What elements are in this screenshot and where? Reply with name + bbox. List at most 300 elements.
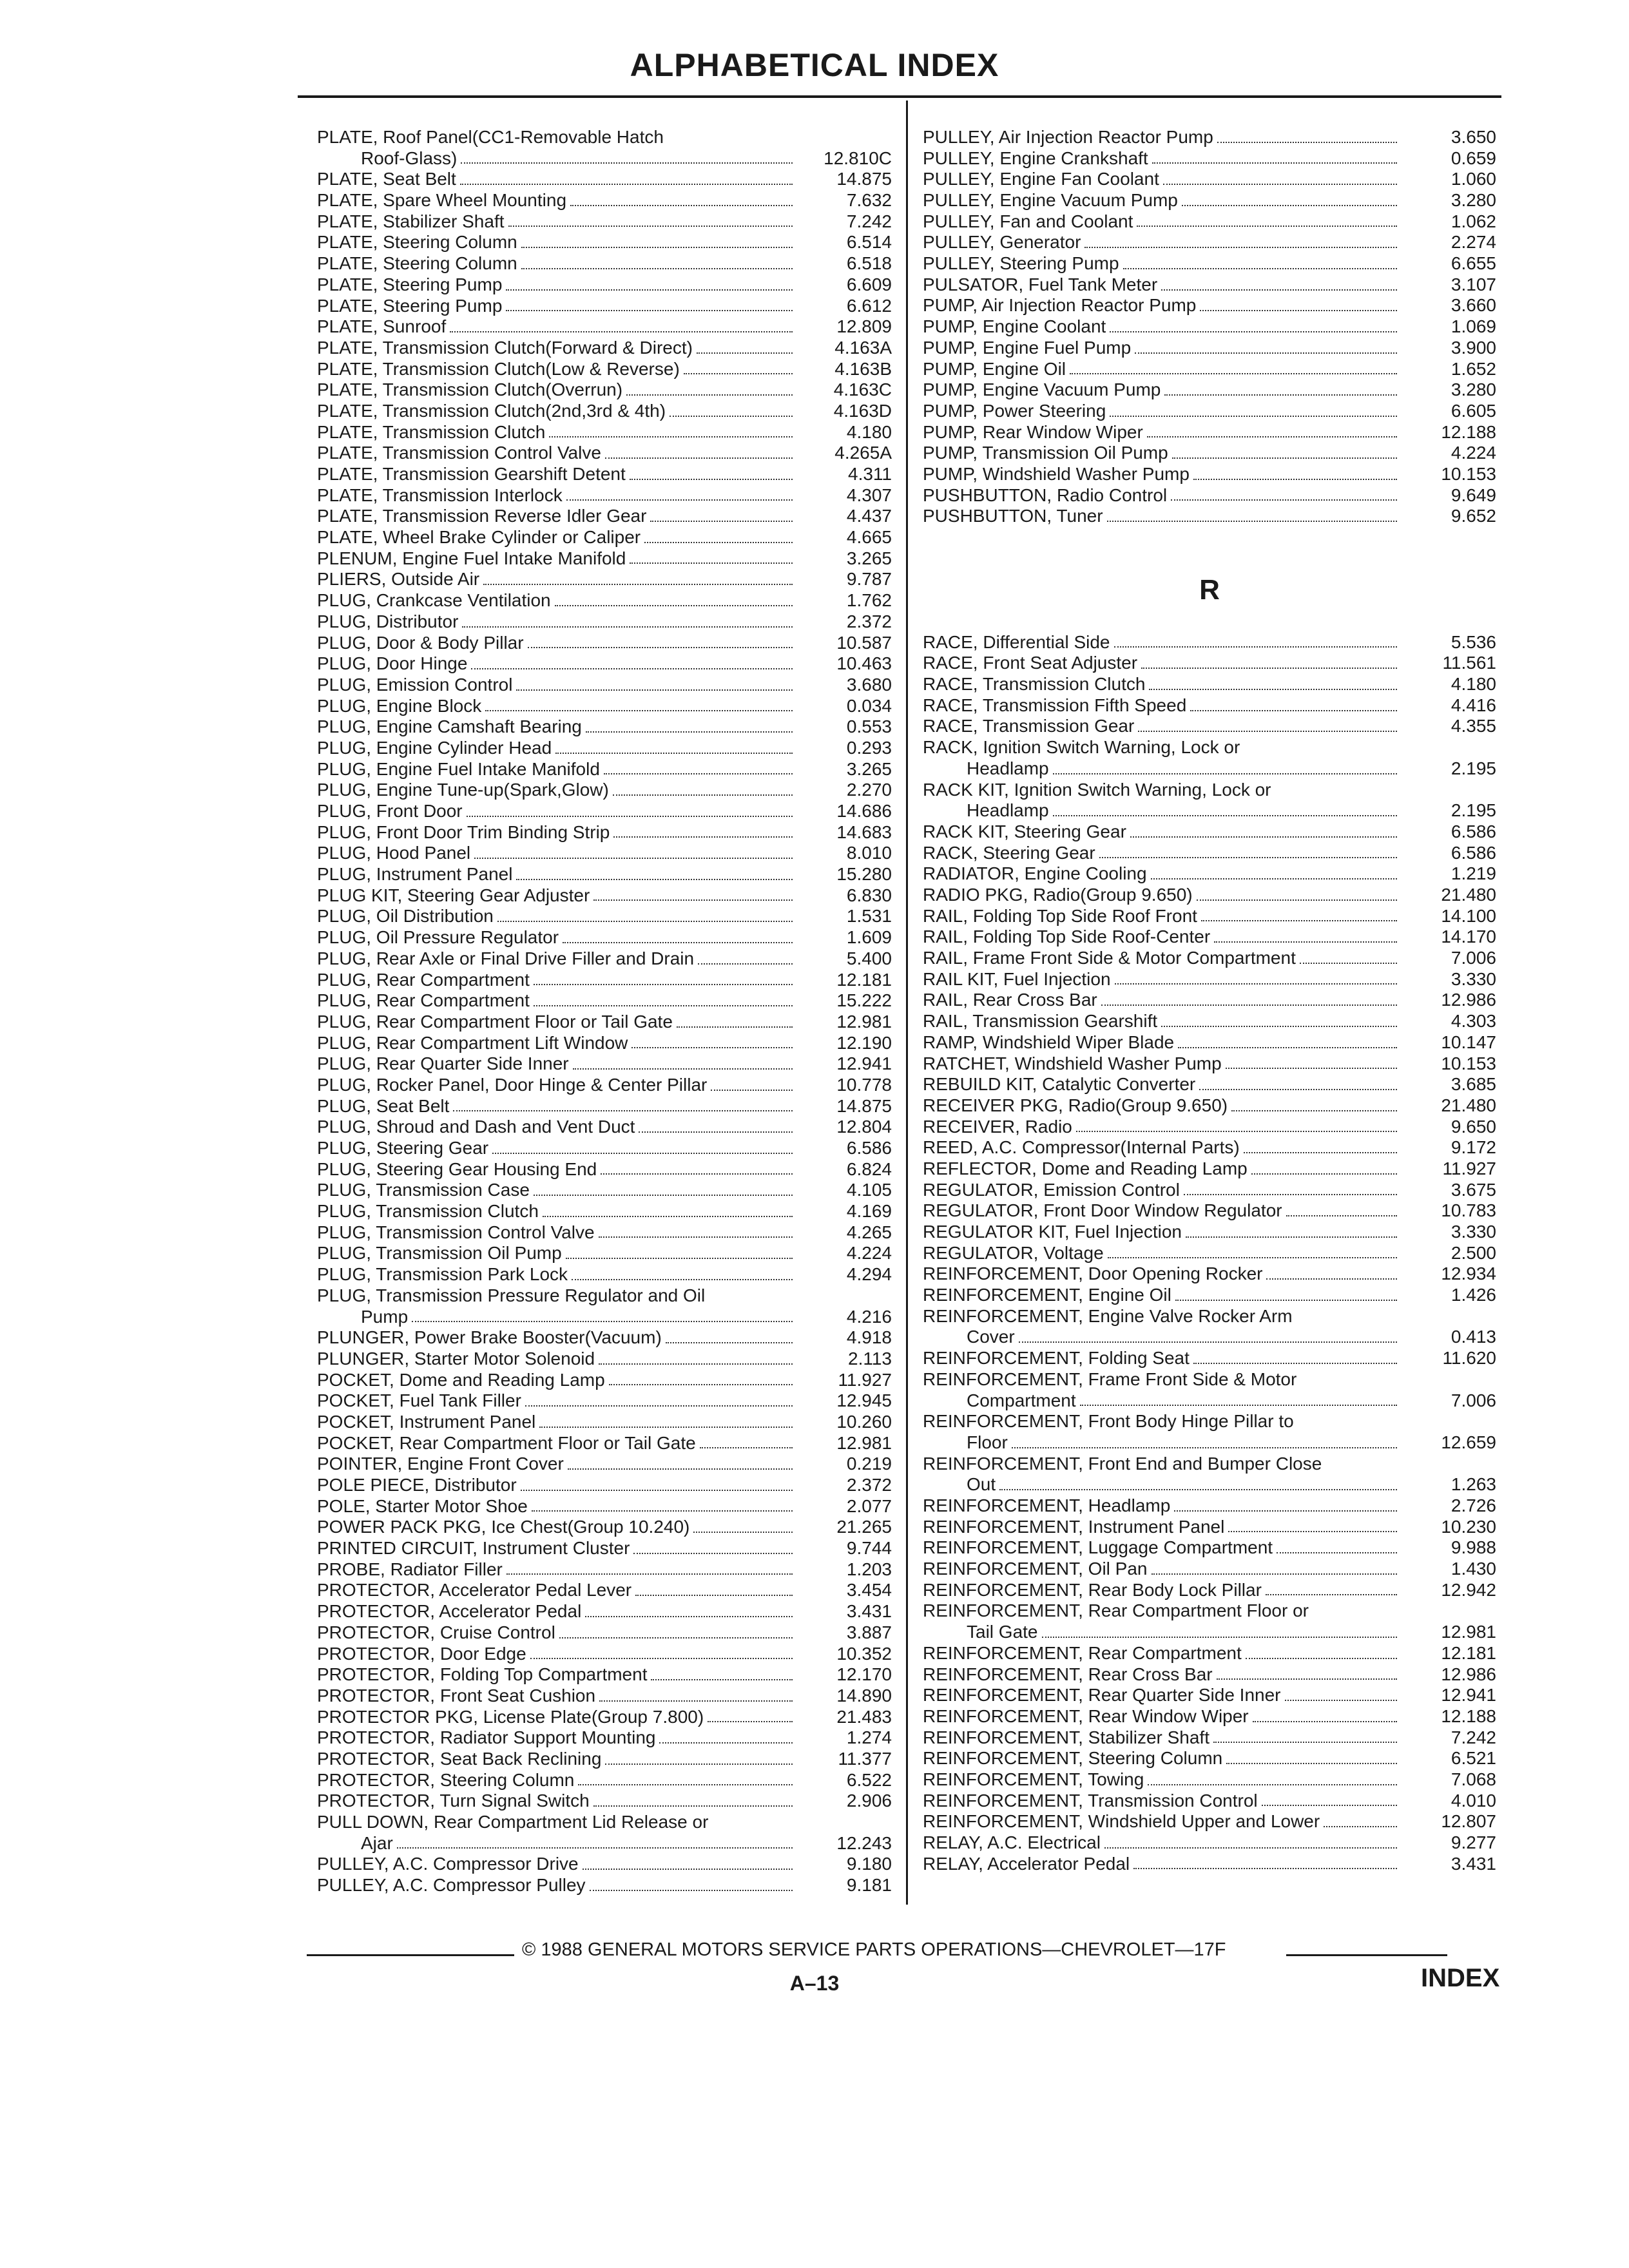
- entry-name: PLUG, Steering Gear Housing End: [317, 1158, 597, 1179]
- entry-page-ref: 1.426: [1451, 1285, 1496, 1305]
- entry-name: Headlamp: [967, 800, 1049, 821]
- dot-leader: [1253, 1721, 1397, 1722]
- dot-leader: [1163, 184, 1397, 185]
- entry-name: RAMP, Windshield Wiper Blade: [923, 1032, 1175, 1052]
- entry-page-ref: 6.586: [846, 1138, 892, 1158]
- dot-leader: [462, 626, 793, 628]
- entry-page-ref: 3.660: [1451, 295, 1496, 316]
- dot-leader: [543, 1216, 793, 1217]
- entry-page-ref: 12.981: [1441, 1622, 1496, 1642]
- index-entry: [923, 969, 1496, 990]
- entry-name: RACK KIT, Steering Gear: [923, 821, 1126, 841]
- entry-page-ref: 6.586: [1451, 821, 1496, 841]
- index-entry: [923, 1559, 1496, 1580]
- dot-leader: [1182, 205, 1397, 206]
- entry-name: PLUG, Rear Compartment: [317, 969, 530, 990]
- entry-name: PLUG, Transmission Clutch: [317, 1201, 539, 1222]
- entry-name: REINFORCEMENT, Rear Compartment: [923, 1642, 1242, 1663]
- entry-name: PLATE, Steering Column: [317, 232, 517, 253]
- index-entry: [923, 464, 1496, 485]
- dot-leader: [521, 247, 793, 248]
- entry-name: RACE, Transmission Fifth Speed: [923, 695, 1187, 715]
- entry-name: PLATE, Transmission Control Valve: [317, 443, 601, 463]
- dot-leader: [651, 1679, 793, 1680]
- index-entry: [317, 1580, 892, 1601]
- index-entry: [923, 1074, 1496, 1095]
- entry-page-ref: 14.890: [836, 1685, 892, 1706]
- index-entry: [923, 1811, 1496, 1832]
- dot-leader: [1114, 646, 1398, 648]
- dot-leader: [1171, 499, 1397, 501]
- index-entry: [317, 885, 892, 907]
- entry-page-ref: 12.804: [836, 1117, 892, 1137]
- entry-name: PLUG, Transmission Case: [317, 1180, 530, 1200]
- section-label: INDEX: [1421, 1964, 1500, 1992]
- dot-leader: [453, 1110, 793, 1111]
- entry-page-ref: 12.981: [836, 1432, 892, 1453]
- dot-leader: [631, 1047, 793, 1048]
- entry-name: PLUG, Transmission Control Valve: [317, 1222, 595, 1242]
- entry-name: PROTECTOR, Folding Top Compartment: [317, 1664, 648, 1685]
- dot-leader: [497, 921, 793, 922]
- entry-name: REINFORCEMENT, Rear Cross Bar: [923, 1664, 1213, 1684]
- index-entry: [923, 1411, 1496, 1453]
- entry-name: RAIL, Frame Front Side & Motor Compartment: [923, 948, 1296, 968]
- entry-page-ref: 4.294: [846, 1264, 892, 1285]
- entry-name: PRINTED CIRCUIT, Instrument Cluster: [317, 1538, 630, 1559]
- dot-leader: [559, 1637, 793, 1639]
- dot-leader: [1277, 1552, 1397, 1553]
- index-entry: [317, 1454, 892, 1475]
- index-entry: [317, 1559, 892, 1581]
- page-number: A–13: [789, 1972, 840, 1995]
- index-entry: [317, 506, 892, 527]
- dot-leader: [635, 1595, 793, 1596]
- entry-name: PLATE, Wheel Brake Cylinder or Caliper: [317, 527, 641, 548]
- dot-leader: [1266, 1594, 1397, 1595]
- entry-page-ref: 4.216: [846, 1306, 892, 1327]
- dot-leader: [555, 753, 793, 754]
- entry-page-ref: 3.431: [1451, 1853, 1496, 1874]
- dot-leader: [534, 1195, 793, 1196]
- dot-leader: [1246, 1658, 1397, 1659]
- index-entry: [317, 843, 892, 864]
- dot-leader: [1251, 1173, 1397, 1175]
- index-entry: [923, 1832, 1496, 1854]
- right-index-column: [923, 127, 1496, 1874]
- dot-leader: [492, 1153, 793, 1154]
- entry-page-ref: 6.522: [846, 1769, 892, 1790]
- dot-leader: [698, 963, 793, 965]
- index-entry: [923, 1348, 1496, 1369]
- dot-leader: [599, 1700, 793, 1702]
- dot-leader: [1231, 1110, 1397, 1111]
- entry-page-ref: 5.400: [846, 948, 892, 968]
- index-entry: [317, 1875, 892, 1896]
- index-entry: [923, 1454, 1496, 1495]
- entry-name: RAIL, Transmission Gearshift: [923, 1011, 1158, 1032]
- entry-name: REINFORCEMENT, Folding Seat: [923, 1348, 1190, 1369]
- dot-leader: [599, 1363, 793, 1365]
- entry-page-ref: 4.265: [846, 1222, 892, 1242]
- entry-name: PROTECTOR, Front Seat Cushion: [317, 1685, 596, 1706]
- entry-page-ref: 9.649: [1451, 485, 1496, 505]
- entry-name: Floor: [967, 1432, 1008, 1452]
- index-entry: [317, 1075, 892, 1096]
- index-entry: [317, 1644, 892, 1665]
- index-entry: [923, 990, 1496, 1011]
- entry-page-ref: 4.303: [1451, 1011, 1496, 1032]
- index-entry: [317, 1496, 892, 1517]
- index-entry: [923, 359, 1496, 380]
- entry-name: PLUG, Engine Cylinder Head: [317, 737, 552, 758]
- entry-name: PUMP, Transmission Oil Pump: [923, 443, 1168, 463]
- index-entry: [923, 843, 1496, 864]
- index-entry: [317, 1412, 892, 1433]
- index-entry: [317, 1370, 892, 1391]
- index-entry: [317, 274, 892, 296]
- entry-page-ref: 9.277: [1451, 1832, 1496, 1853]
- index-entry: [923, 148, 1496, 169]
- entry-page-ref: 4.163A: [834, 337, 892, 358]
- entry-page-ref: 12.934: [1441, 1264, 1496, 1284]
- index-entry: [923, 232, 1496, 253]
- index-entry: [317, 1622, 892, 1644]
- entry-page-ref: 6.521: [1451, 1748, 1496, 1769]
- entry-page-ref: 21.265: [836, 1517, 892, 1537]
- entry-page-ref: 0.553: [846, 716, 892, 737]
- dot-leader: [639, 1131, 793, 1133]
- entry-name: PLATE, Stabilizer Shaft: [317, 211, 505, 231]
- entry-name: REGULATOR KIT, Fuel Injection: [923, 1222, 1182, 1242]
- dot-leader: [1161, 1026, 1397, 1027]
- entry-name: Pump: [361, 1306, 409, 1327]
- entry-name: PLATE, Sunroof: [317, 316, 447, 337]
- index-entry: [923, 1664, 1496, 1686]
- entry-page-ref: 2.077: [846, 1495, 892, 1516]
- entry-page-ref: 3.650: [1451, 126, 1496, 147]
- entry-page-ref: 9.988: [1451, 1537, 1496, 1558]
- entry-page-ref: 4.163D: [833, 400, 892, 421]
- index-entry: [923, 1369, 1496, 1411]
- entry-name: PROTECTOR, Seat Back Reclining: [317, 1748, 602, 1769]
- entry-page-ref: 4.224: [846, 1243, 892, 1264]
- entry-name: POWER PACK PKG, Ice Chest(Group 10.240): [317, 1517, 690, 1537]
- index-entry: [317, 1791, 892, 1812]
- entry-name: PLUG, Shroud and Dash and Vent Duct: [317, 1117, 635, 1137]
- entry-name: PROTECTOR, Steering Column: [317, 1769, 575, 1790]
- dot-leader: [521, 1490, 793, 1491]
- entry-name: REGULATOR, Front Door Window Regulator: [923, 1200, 1282, 1221]
- entry-page-ref: 4.105: [846, 1180, 892, 1200]
- index-entry: [317, 1033, 892, 1054]
- entry-name: PLUG KIT, Steering Gear Adjuster: [317, 885, 590, 905]
- dot-leader: [1101, 1004, 1397, 1006]
- dot-leader: [1123, 268, 1397, 269]
- entry-page-ref: 9.172: [1451, 1137, 1496, 1158]
- dot-leader: [460, 184, 793, 185]
- dot-leader: [1151, 878, 1397, 879]
- index-entry: [923, 1791, 1496, 1812]
- dot-leader: [1178, 1047, 1397, 1048]
- index-entry: [317, 1475, 892, 1496]
- entry-page-ref: 14.100: [1441, 905, 1496, 926]
- dot-leader: [568, 1468, 793, 1470]
- entry-page-ref: 4.180: [1451, 674, 1496, 695]
- entry-page-ref: 3.107: [1451, 274, 1496, 294]
- entry-name-line1: REINFORCEMENT, Front Body Hinge Pillar to: [923, 1411, 1294, 1432]
- index-entry: [923, 190, 1496, 211]
- index-entry: [317, 590, 892, 611]
- index-entry: [317, 990, 892, 1012]
- index-entry: [317, 1854, 892, 1875]
- entry-name: PUMP, Air Injection Reactor Pump: [923, 295, 1197, 316]
- dot-leader: [1193, 1363, 1397, 1364]
- index-entry: [317, 696, 892, 717]
- index-entry: [317, 1264, 892, 1285]
- dot-leader: [1201, 920, 1397, 921]
- entry-name: PLUG, Instrument Panel: [317, 864, 513, 885]
- entry-name: PLIERS, Outside Air: [317, 569, 480, 590]
- entry-name: PUSHBUTTON, Tuner: [923, 506, 1103, 526]
- entry-name: PLUNGER, Power Brake Booster(Vacuum): [317, 1327, 662, 1348]
- entry-page-ref: 11.927: [838, 1369, 892, 1390]
- entry-page-ref: 12.945: [836, 1390, 892, 1411]
- dot-leader: [549, 436, 793, 437]
- entry-name: PLUG, Emission Control: [317, 674, 513, 695]
- entry-page-ref: 0.219: [846, 1454, 892, 1474]
- entry-page-ref: 11.561: [1442, 653, 1496, 673]
- index-entry: [923, 1537, 1496, 1559]
- entry-page-ref: 6.655: [1451, 253, 1496, 274]
- dot-leader: [684, 373, 793, 374]
- index-entry: [923, 1727, 1496, 1749]
- entry-name: PLUG, Crankcase Ventilation: [317, 590, 551, 611]
- index-entry: [923, 1495, 1496, 1517]
- dot-leader: [1147, 436, 1397, 437]
- entry-page-ref: 3.680: [846, 674, 892, 695]
- entry-page-ref: 0.659: [1451, 148, 1496, 168]
- entry-name: PLATE, Transmission Clutch(Overrun): [317, 380, 623, 400]
- dot-leader: [677, 1026, 793, 1028]
- entry-page-ref: 4.918: [846, 1327, 892, 1348]
- index-entry: [923, 1264, 1496, 1285]
- index-entry: [317, 401, 892, 422]
- entry-name: PLUG, Hood Panel: [317, 843, 471, 863]
- dot-leader: [1226, 1068, 1397, 1069]
- entry-name: PUSHBUTTON, Radio Control: [923, 485, 1168, 505]
- entry-page-ref: 10.463: [836, 653, 892, 674]
- dot-leader: [593, 1805, 793, 1807]
- entry-name-line1: REINFORCEMENT, Engine Valve Rocker Arm: [923, 1305, 1293, 1326]
- dot-leader: [506, 289, 793, 291]
- dot-leader: [521, 268, 793, 269]
- dot-leader: [1161, 289, 1397, 291]
- index-entry: [317, 443, 892, 464]
- entry-name: PLUG, Door Hinge: [317, 653, 468, 674]
- entry-name: PLUG, Steering Gear: [317, 1138, 489, 1158]
- dot-leader: [583, 1869, 793, 1870]
- entry-page-ref: 4.180: [846, 421, 892, 442]
- dot-leader: [670, 416, 793, 417]
- index-entry: [317, 1012, 892, 1033]
- dot-leader: [1199, 1089, 1397, 1090]
- index-entry: [923, 948, 1496, 969]
- entry-page-ref: 2.372: [846, 1475, 892, 1495]
- index-entry: [317, 948, 892, 970]
- index-entry: [923, 401, 1496, 422]
- entry-page-ref: 6.612: [846, 295, 892, 316]
- index-entry: [923, 1137, 1496, 1158]
- index-entry: [923, 485, 1496, 506]
- dot-leader: [1135, 352, 1397, 354]
- dot-leader: [528, 647, 793, 648]
- index-entry: [923, 780, 1496, 822]
- entry-page-ref: 12.170: [836, 1664, 892, 1685]
- entry-name: Out: [967, 1474, 996, 1495]
- entry-name-line1: RACK KIT, Ignition Switch Warning, Lock or: [923, 779, 1271, 800]
- entry-name: PROTECTOR, Cruise Control: [317, 1622, 555, 1642]
- entry-page-ref: 8.010: [846, 843, 892, 863]
- dot-leader: [590, 1890, 793, 1891]
- entry-name: POLE PIECE, Distributor: [317, 1475, 517, 1495]
- entry-name: PLUG, Rear Compartment: [317, 990, 530, 1011]
- entry-page-ref: 1.609: [846, 927, 892, 948]
- entry-page-ref: 2.113: [848, 1348, 892, 1369]
- dot-leader: [1137, 226, 1397, 227]
- index-entry: [317, 569, 892, 590]
- entry-page-ref: 4.665: [846, 527, 892, 548]
- entry-page-ref: 9.787: [846, 569, 892, 590]
- entry-name: REINFORCEMENT, Towing: [923, 1769, 1144, 1789]
- entry-name: RACE, Transmission Clutch: [923, 674, 1146, 695]
- page-title: ALPHABETICAL INDEX: [630, 47, 999, 83]
- entry-page-ref: 12.188: [1441, 421, 1496, 442]
- entry-name: PLATE, Steering Pump: [317, 274, 503, 294]
- index-entry: [317, 927, 892, 948]
- index-entry: [317, 232, 892, 253]
- entry-name: PLUG, Rear Compartment Lift Window: [317, 1032, 628, 1053]
- entry-name: RADIATOR, Engine Cooling: [923, 863, 1147, 884]
- dot-leader: [1266, 1278, 1397, 1280]
- entry-page-ref: 9.652: [1451, 506, 1496, 526]
- index-entry: [317, 190, 892, 211]
- index-entry: [923, 1306, 1496, 1348]
- index-entry: [317, 485, 892, 506]
- index-entry: [317, 296, 892, 317]
- dot-leader: [572, 1279, 793, 1280]
- entry-page-ref: 10.230: [1441, 1516, 1496, 1537]
- dot-leader: [1130, 836, 1397, 838]
- entry-name: REINFORCEMENT, Headlamp: [923, 1495, 1171, 1516]
- entry-name: PROBE, Radiator Filler: [317, 1559, 503, 1579]
- entry-name: PULSATOR, Fuel Tank Meter: [923, 274, 1158, 294]
- index-entry: [317, 338, 892, 359]
- entry-name: Cover: [967, 1327, 1015, 1347]
- dot-leader: [1152, 1573, 1398, 1575]
- entry-name-line1: PLUG, Transmission Pressure Regulator and Oil: [317, 1285, 706, 1305]
- index-entry: [317, 1390, 892, 1412]
- entry-name: PLUG, Rear Quarter Side Inner: [317, 1053, 569, 1074]
- entry-page-ref: 1.274: [846, 1727, 892, 1748]
- dot-leader: [397, 1847, 793, 1849]
- dot-leader: [1019, 1341, 1397, 1343]
- index-entry: [317, 316, 892, 338]
- index-entry: [923, 211, 1496, 233]
- index-entry: [923, 1095, 1496, 1117]
- dot-leader: [630, 562, 793, 564]
- entry-page-ref: 1.652: [1451, 358, 1496, 379]
- dot-leader: [626, 394, 793, 396]
- entry-page-ref: 7.632: [846, 190, 892, 211]
- entry-page-ref: 2.372: [846, 611, 892, 631]
- entry-page-ref: 14.875: [836, 1095, 892, 1116]
- index-entry: [923, 1685, 1496, 1706]
- entry-page-ref: 3.280: [1451, 190, 1496, 211]
- index-entry: [923, 927, 1496, 948]
- entry-page-ref: 9.650: [1451, 1116, 1496, 1137]
- index-entry: [317, 970, 892, 991]
- entry-name: PLATE, Seat Belt: [317, 169, 456, 189]
- entry-name: REINFORCEMENT, Rear Quarter Side Inner: [923, 1685, 1281, 1706]
- dot-leader: [508, 226, 793, 227]
- entry-page-ref: 15.280: [836, 864, 892, 885]
- entry-name: RACE, Front Seat Adjuster: [923, 653, 1138, 673]
- entry-name: PLUG, Rocker Panel, Door Hinge & Center Pillar: [317, 1074, 708, 1095]
- entry-name: PUMP, Rear Window Wiper: [923, 421, 1143, 442]
- entry-page-ref: 9.181: [846, 1875, 892, 1896]
- dot-leader: [1148, 1784, 1397, 1785]
- dot-leader: [659, 1742, 793, 1744]
- entry-page-ref: 0.413: [1451, 1327, 1496, 1347]
- index-entry: [923, 1117, 1496, 1138]
- entry-name: REFLECTOR, Dome and Reading Lamp: [923, 1158, 1248, 1178]
- entry-name: PROTECTOR, Turn Signal Switch: [317, 1791, 590, 1811]
- dot-leader: [666, 1342, 793, 1343]
- entry-page-ref: 2.726: [1451, 1495, 1496, 1516]
- entry-name: PUMP, Power Steering: [923, 400, 1106, 421]
- entry-page-ref: 12.942: [1441, 1579, 1496, 1600]
- entry-page-ref: 6.830: [846, 885, 892, 905]
- entry-page-ref: 3.887: [846, 1622, 892, 1642]
- entry-name: PLATE, Transmission Clutch: [317, 421, 546, 442]
- dot-leader: [1152, 162, 1397, 164]
- entry-name: PULLEY, Air Injection Reactor Pump: [923, 126, 1213, 147]
- entry-page-ref: 1.430: [1451, 1559, 1496, 1579]
- index-entry: [923, 169, 1496, 190]
- entry-name-line1: RACK, Ignition Switch Warning, Lock or: [923, 737, 1240, 758]
- entry-page-ref: 9.744: [846, 1538, 892, 1559]
- dot-leader: [601, 1173, 793, 1175]
- dot-leader: [1099, 857, 1397, 858]
- entry-page-ref: 0.293: [846, 737, 892, 758]
- index-entry: [923, 863, 1496, 885]
- index-entry: [317, 1538, 892, 1559]
- dot-leader: [1108, 1257, 1397, 1258]
- entry-name: REINFORCEMENT, Stabilizer Shaft: [923, 1727, 1210, 1747]
- index-entry: [317, 211, 892, 233]
- entry-name: PUMP, Engine Fuel Pump: [923, 337, 1132, 358]
- dot-leader: [555, 605, 793, 606]
- entry-name: PLATE, Transmission Interlock: [317, 485, 563, 505]
- entry-page-ref: 10.260: [836, 1411, 892, 1432]
- entry-name-line1: REINFORCEMENT, Rear Compartment Floor or: [923, 1600, 1309, 1621]
- entry-name: RAIL, Folding Top Side Roof Front: [923, 905, 1197, 926]
- dot-leader: [534, 1005, 793, 1006]
- index-entry: [923, 274, 1496, 296]
- entry-name: POCKET, Fuel Tank Filler: [317, 1390, 521, 1411]
- entry-name: PLATE, Transmission Clutch(Low & Reverse): [317, 358, 680, 379]
